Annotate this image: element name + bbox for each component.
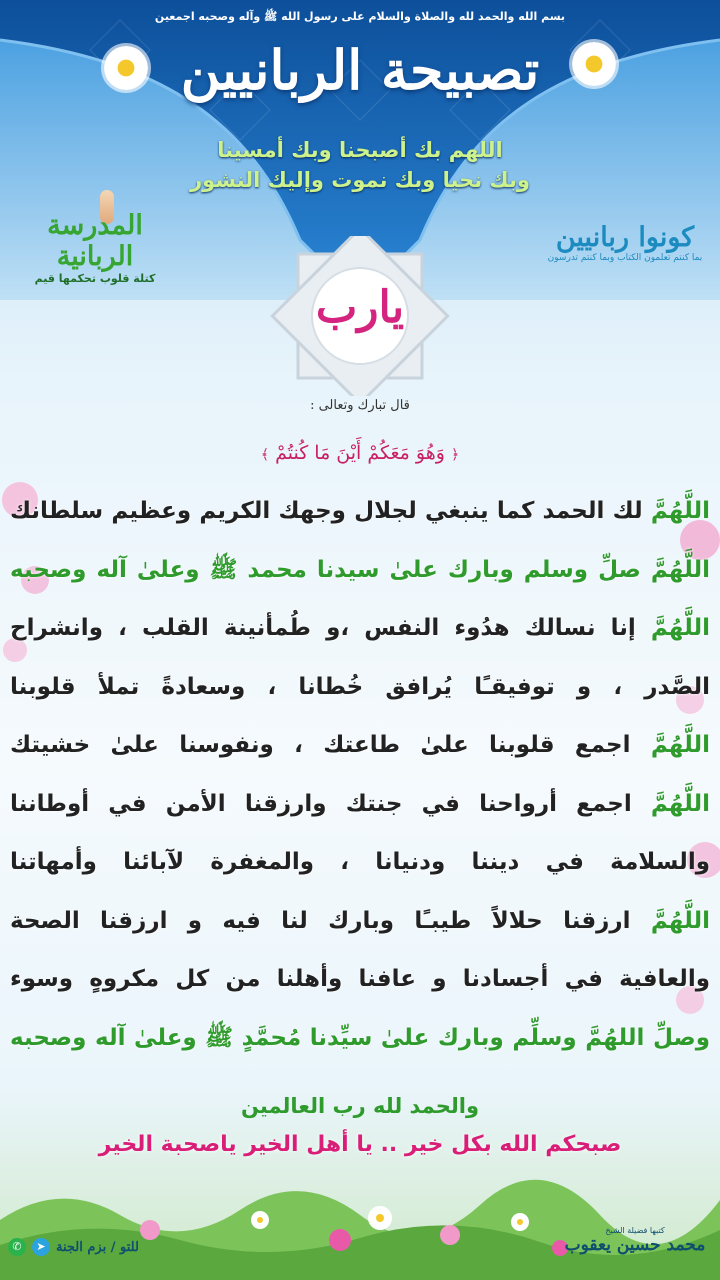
prayer-line: اللَّهُمَّ صلِّ وسلم وبارك علىٰ سيدنا محمد ﷺ وعلىٰ آله وصحبه bbox=[10, 556, 710, 583]
bracket-close: ﴾ bbox=[260, 447, 270, 463]
logo-rabbaniyyin-name: كونوا ربانيين bbox=[555, 222, 695, 253]
prayer-line: اللَّهُمَّ اجمع أرواحنا في جنتك وارزقنا الأمن في أوطاننا bbox=[10, 790, 710, 817]
subtitle-line-2: وبك نحيا وبك نموت وإليك النشور bbox=[190, 168, 530, 192]
bracket-open: ﴿ bbox=[450, 447, 460, 463]
prayer-text-block bbox=[10, 482, 710, 1067]
credit-signature: محمد حسين يعقوب bbox=[564, 1235, 706, 1255]
verse-text: وَهُوَ مَعَكُمْ أَيْنَ مَا كُنتُمْ bbox=[275, 442, 445, 464]
subtitle-line-1: اللهم بك أصبحنا وبك أمسينا bbox=[217, 138, 503, 162]
logo-madrasa bbox=[10, 210, 180, 285]
prayer-line: اللَّهُمَّ اجمع قلوبنا علىٰ طاعتك ، ونفوسنا علىٰ خشيتك bbox=[10, 732, 710, 758]
prayer-line: اللَّهُمَّ إنا نسالك هدُوء النفس ،و طُمأنينة القلب ، وانشراح bbox=[10, 615, 710, 641]
prayer-line: اللَّهُمَّ لك الحمد كما ينبغي لجلال وجهك الكريم وعظيم سلطانك bbox=[10, 498, 710, 524]
prayer-line: الصَّدر ، و توفيقـًا يُرافق خُطانا ، وسعادةً تملأ قلوبنا bbox=[10, 673, 710, 700]
quran-verse bbox=[160, 442, 560, 464]
logo-madrasa-tagline: كتلة قلوب تحكمها قيم bbox=[34, 272, 156, 285]
prayer-line: والسلامة في ديننا ودنيانا ، والمغفرة لآبائنا وأمهاتنا bbox=[10, 849, 710, 875]
medallion-calligraphy: يارب bbox=[315, 282, 405, 333]
logo-madrasa-name: المدرسة الربانية bbox=[47, 210, 143, 272]
logo-rabbaniyyin bbox=[540, 222, 710, 263]
opening-invocation: بسم الله والحمد لله والصلاة والسلام على رسول الله ﷺ وآله وصحبه اجمعين bbox=[154, 10, 566, 23]
whatsapp-icon[interactable]: ✆ bbox=[8, 1238, 26, 1256]
prayer-line: والعافية في أجسادنا و عافنا وأهلنا من كل مكروهٍ وسوء bbox=[10, 966, 710, 992]
prayer-line: اللَّهُمَّ ارزقنا حلالاً طيبـًا وبارك لنا فيه و ارزقنا الصحة bbox=[10, 907, 710, 934]
author-credit bbox=[560, 1226, 710, 1255]
channel-links bbox=[8, 1238, 158, 1256]
prayer-line: وصلِّ اللهُمَّ وسلِّم وبارك علىٰ سيِّدنا مُحمَّدٍ ﷺ وعلىٰ آله وصحبه bbox=[10, 1024, 710, 1051]
credit-caption: كتبها فضيلة الشيخ bbox=[605, 1226, 665, 1235]
channel-handle: للتو / بزم الجنة bbox=[56, 1239, 139, 1255]
morning-greeting: صبحكم الله بكل خير .. يا أهل الخير ياصحبة الخير bbox=[98, 1132, 622, 1157]
telegram-icon[interactable]: ➤ bbox=[32, 1238, 50, 1256]
verse-intro: قال تبارك وتعالى : bbox=[310, 398, 410, 413]
meadow-decoration bbox=[0, 1160, 720, 1280]
page-title: تصبيحة الربانيين bbox=[180, 38, 540, 102]
closing-praise: والحمد لله رب العالمين bbox=[240, 1094, 480, 1118]
logo-rabbaniyyin-tagline: بما كنتم تعلمون الكتاب وبما كنتم تدرسون bbox=[547, 253, 703, 263]
